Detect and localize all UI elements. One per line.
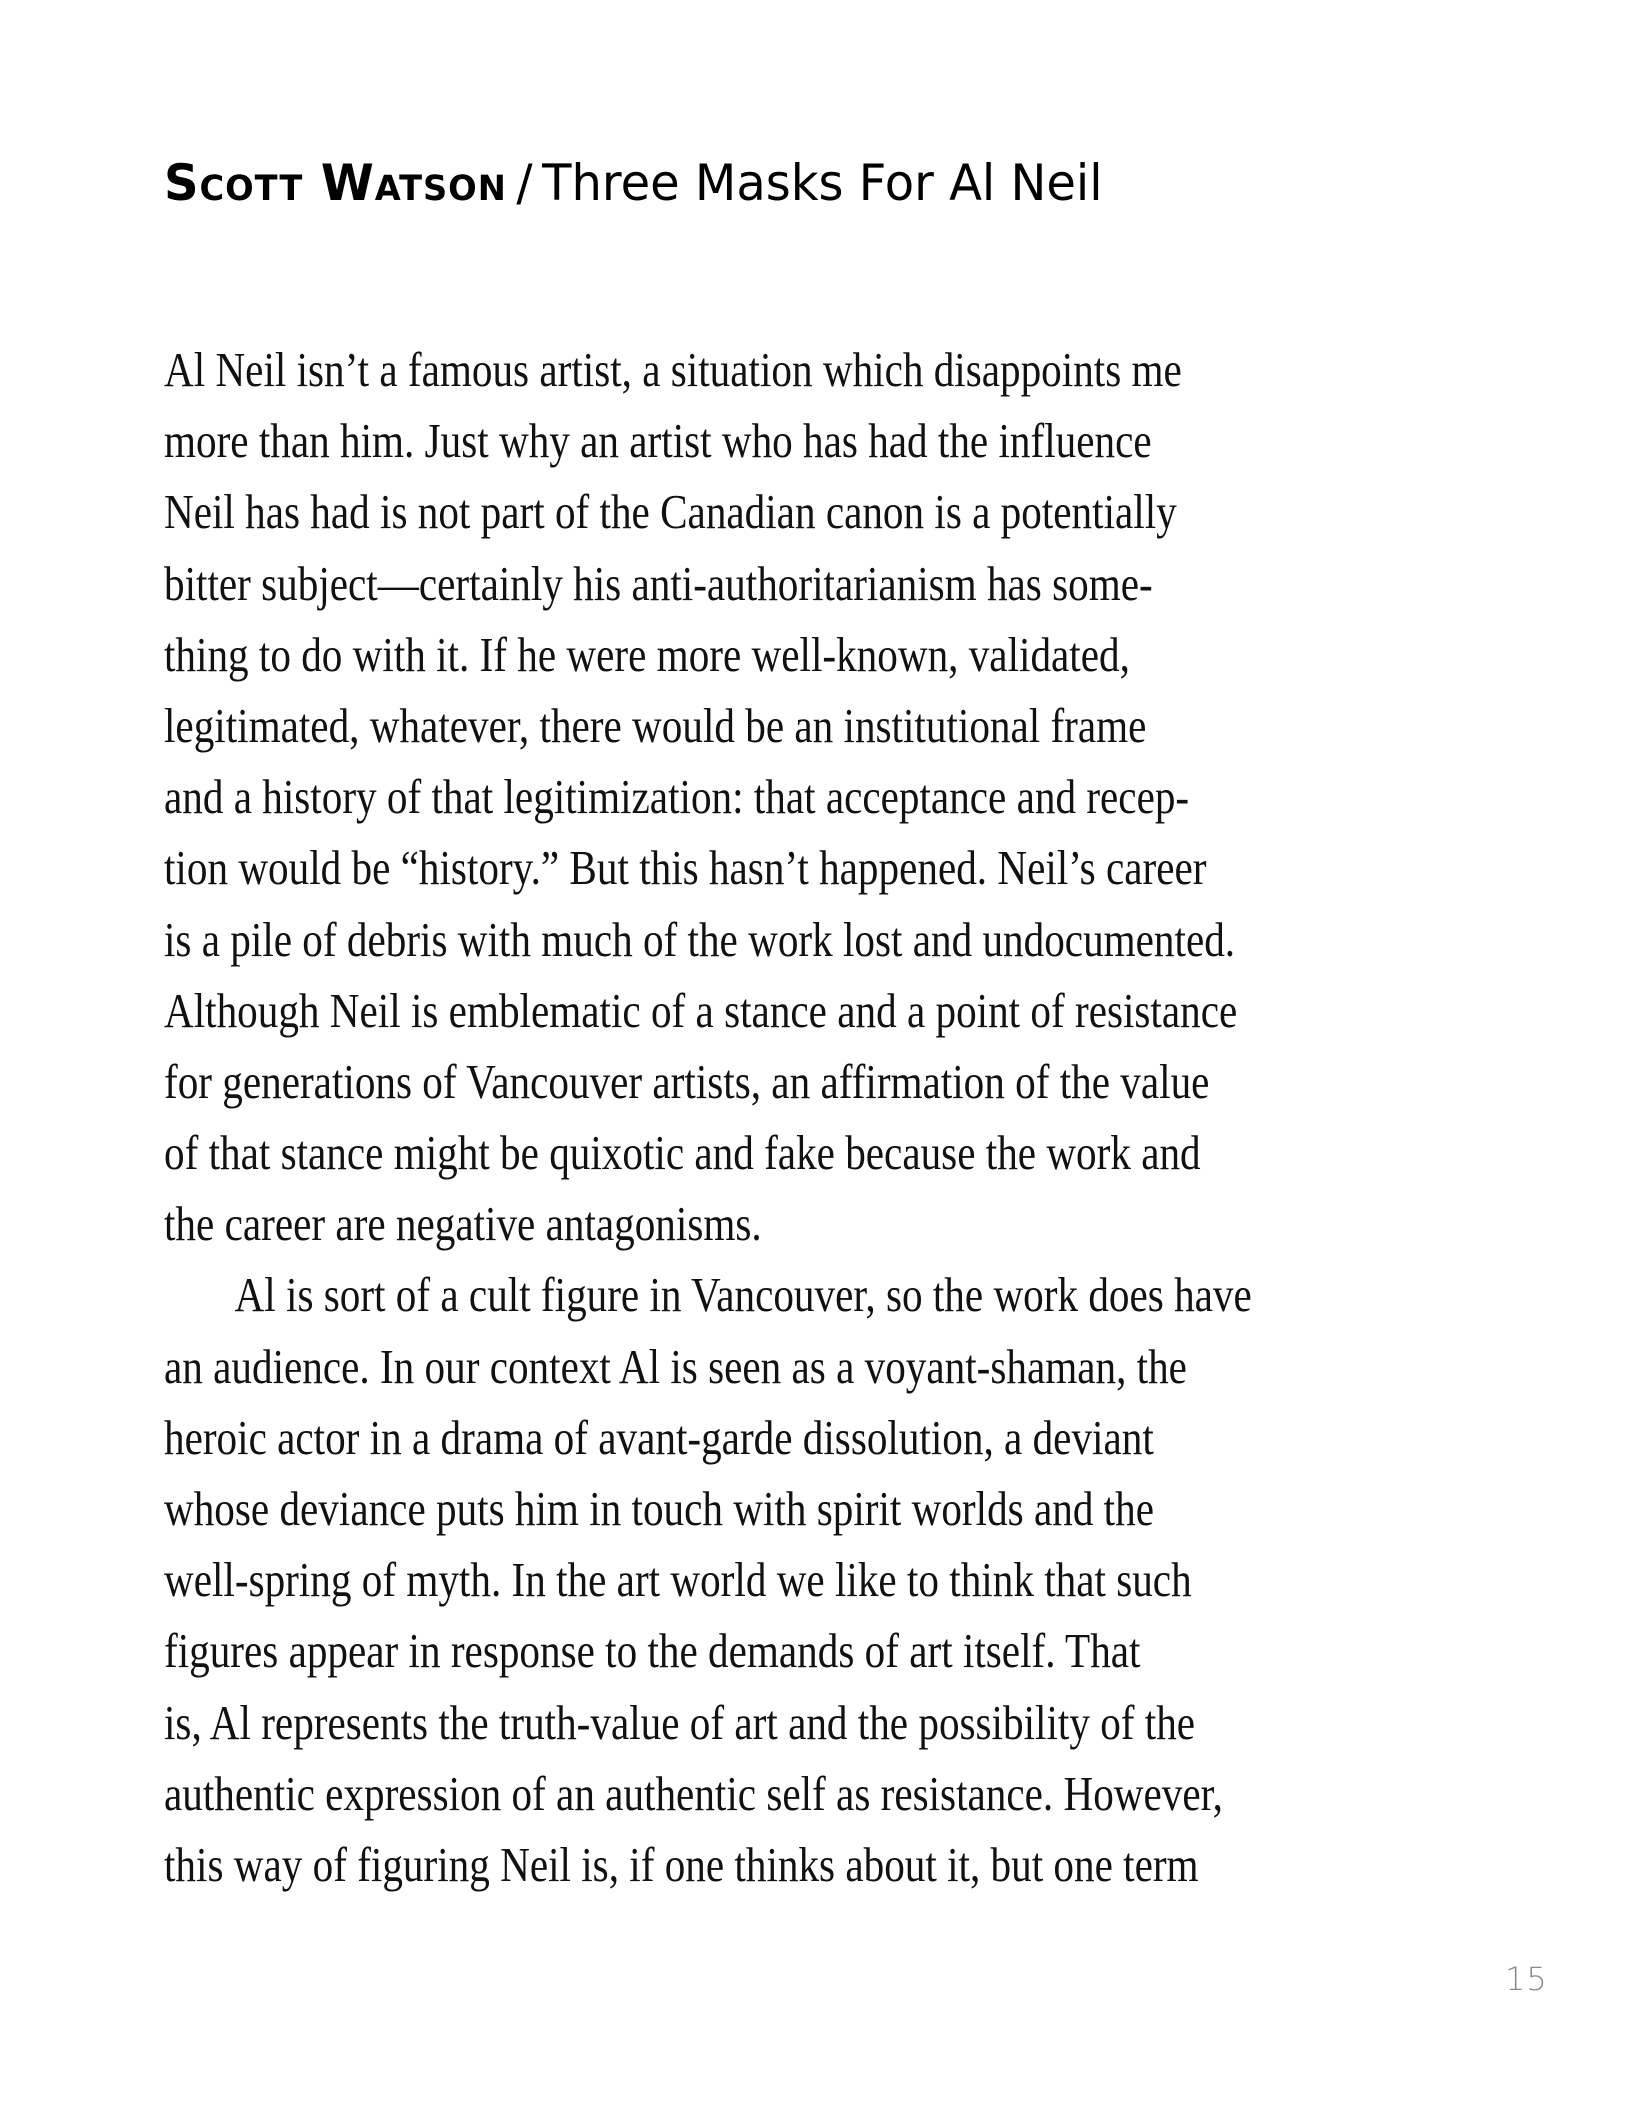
text-line: figures appear in response to the demands of art itself. That <box>164 1623 1141 1679</box>
text-line: tion would be “history.” But this hasn’t happened. Neil’s career <box>164 840 1207 896</box>
text-line: Neil has had is not part of the Canadian canon is a potentially <box>164 484 1177 540</box>
essay-title: Three Masks For Al Neil <box>542 154 1103 212</box>
text-line: is a pile of debris with much of the work lost and undocumented. <box>164 911 1236 967</box>
paragraph-1 <box>164 342 1504 1267</box>
text-line: more than him. Just why an artist who has had the influence <box>164 413 1152 469</box>
text-line: and a history of that legitimization: that acceptance and recep- <box>164 769 1190 825</box>
text-line: Al Neil isn’t a famous artist, a situation which disappoints me <box>164 342 1182 397</box>
text-line: for generations of Vancouver artists, an affirmation of the value <box>164 1053 1210 1109</box>
text-line: heroic actor in a drama of avant-garde dissolution, a deviant <box>164 1409 1154 1465</box>
text-line: bitter subject—certainly his anti-authoritarianism has some- <box>164 555 1153 611</box>
title-separator: / <box>516 154 533 212</box>
author-name: Scott Watson <box>164 154 507 212</box>
text-line: authentic expression of an authentic self as resistance. However, <box>164 1765 1223 1821</box>
text-line: an audience. In our context Al is seen as a voyant-shaman, the <box>164 1338 1187 1394</box>
essay-body <box>164 342 1504 1908</box>
text-line: is, Al represents the truth-value of art and the possibility of the <box>164 1694 1196 1750</box>
page-number: 15 <box>1505 1960 1548 1998</box>
page-title <box>164 154 1103 212</box>
text-line: of that stance might be quixotic and fake because the work and <box>164 1125 1201 1181</box>
text-line: this way of figuring Neil is, if one thinks about it, but one term <box>164 1836 1199 1892</box>
text-line: thing to do with it. If he were more well-known, validated, <box>164 626 1130 682</box>
paragraph-2 <box>164 1267 1504 1908</box>
text-line: whose deviance puts him in touch with spirit worlds and the <box>164 1481 1154 1536</box>
text-line: Al is sort of a cult figure in Vancouver, so the work does have <box>234 1267 1252 1323</box>
text-line: legitimated, whatever, there would be an institutional frame <box>164 697 1147 753</box>
text-line: well-spring of myth. In the art world we like to think that such <box>164 1552 1192 1608</box>
text-line: Although Neil is emblematic of a stance and a point of resistance <box>164 982 1238 1038</box>
text-line: the career are negative antagonisms. <box>164 1196 762 1252</box>
